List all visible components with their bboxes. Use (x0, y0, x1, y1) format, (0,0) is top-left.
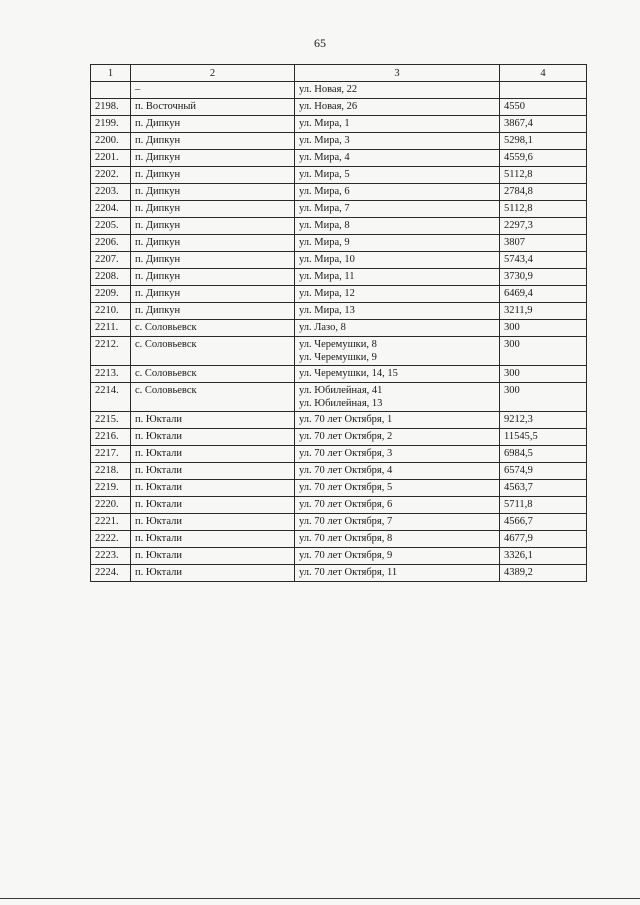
row-number: 2198. (91, 99, 131, 116)
address-line: ул. Черемушки, 9 (299, 352, 377, 363)
row-number: 2217. (91, 446, 131, 463)
settlement-name: п. Дипкун (131, 150, 295, 167)
address-line: ул. 70 лет Октября, 5 (299, 482, 393, 493)
table-row (91, 480, 587, 497)
table-row (91, 269, 587, 286)
table-row (91, 133, 587, 150)
value-cell: 2297,3 (500, 218, 587, 235)
address-line: ул. Юбилейная, 13 (299, 398, 383, 409)
table-row (91, 167, 587, 184)
page-number: 65 (314, 36, 326, 50)
address-cell (295, 497, 500, 514)
settlement-name: п. Дипкун (131, 116, 295, 133)
row-number (91, 82, 131, 99)
table-row (91, 446, 587, 463)
settlement-name: п. Дипкун (131, 201, 295, 218)
column-header-3: 3 (295, 65, 500, 82)
settlement-name: п. Юктали (131, 446, 295, 463)
column-header-4: 4 (500, 65, 587, 82)
value-cell: 4677,9 (500, 531, 587, 548)
address-cell (295, 320, 500, 337)
row-number: 2222. (91, 531, 131, 548)
address-line: ул. 70 лет Октября, 3 (299, 448, 393, 459)
row-number: 2204. (91, 201, 131, 218)
settlement-name: п. Дипкун (131, 286, 295, 303)
address-cell (295, 337, 500, 366)
settlement-name: п. Юктали (131, 480, 295, 497)
row-number: 2210. (91, 303, 131, 320)
value-cell: 300 (500, 366, 587, 383)
settlement-name: п. Юктали (131, 531, 295, 548)
row-number: 2221. (91, 514, 131, 531)
settlement-name: п. Юктали (131, 497, 295, 514)
address-cell (295, 201, 500, 218)
row-number: 2211. (91, 320, 131, 337)
value-cell: 300 (500, 320, 587, 337)
address-cell (295, 286, 500, 303)
address-line: ул. Мира, 11 (299, 271, 355, 282)
settlement-name: п. Юктали (131, 565, 295, 582)
settlement-name: п. Дипкун (131, 218, 295, 235)
row-number: 2224. (91, 565, 131, 582)
table-row (91, 252, 587, 269)
value-cell: 3730,9 (500, 269, 587, 286)
value-cell: 3211,9 (500, 303, 587, 320)
row-number: 2216. (91, 429, 131, 446)
column-header-1: 1 (91, 65, 131, 82)
row-number: 2212. (91, 337, 131, 366)
address-cell (295, 531, 500, 548)
settlement-name: п. Дипкун (131, 252, 295, 269)
settlement-name: – (131, 82, 295, 99)
table-row (91, 383, 587, 412)
address-line: ул. 70 лет Октября, 9 (299, 550, 393, 561)
table-row (91, 235, 587, 252)
address-line: ул. 70 лет Октября, 2 (299, 431, 393, 442)
settlement-name: п. Дипкун (131, 133, 295, 150)
value-cell: 5298,1 (500, 133, 587, 150)
registry-table (90, 64, 587, 582)
address-line: ул. Мира, 9 (299, 237, 350, 248)
address-cell (295, 429, 500, 446)
address-line: ул. 70 лет Октября, 1 (299, 414, 393, 425)
settlement-name: п. Юктали (131, 514, 295, 531)
row-number: 2209. (91, 286, 131, 303)
row-number: 2223. (91, 548, 131, 565)
value-cell: 3326,1 (500, 548, 587, 565)
column-header-2: 2 (131, 65, 295, 82)
address-cell (295, 252, 500, 269)
address-line: ул. Мира, 7 (299, 203, 350, 214)
table-row (91, 150, 587, 167)
table-row (91, 82, 587, 99)
row-number: 2218. (91, 463, 131, 480)
address-line: ул. Мира, 5 (299, 169, 350, 180)
address-line: ул. Мира, 8 (299, 220, 350, 231)
address-line: ул. 70 лет Октября, 6 (299, 499, 393, 510)
address-line: ул. Лазо, 8 (299, 322, 346, 333)
table-row (91, 337, 587, 366)
table-row (91, 514, 587, 531)
address-cell (295, 269, 500, 286)
value-cell: 4389,2 (500, 565, 587, 582)
table-row (91, 429, 587, 446)
address-line: ул. 70 лет Октября, 11 (299, 567, 398, 578)
settlement-name: с. Соловьевск (131, 320, 295, 337)
settlement-name: п. Восточный (131, 99, 295, 116)
page-bottom-rule (0, 898, 640, 899)
row-number: 2202. (91, 167, 131, 184)
row-number: 2206. (91, 235, 131, 252)
table-body (91, 82, 587, 582)
row-number: 2205. (91, 218, 131, 235)
address-cell (295, 150, 500, 167)
address-line: ул. Черемушки, 14, 15 (299, 368, 398, 379)
value-cell: 11545,5 (500, 429, 587, 446)
row-number: 2215. (91, 412, 131, 429)
settlement-name: п. Дипкун (131, 303, 295, 320)
value-cell: 5743,4 (500, 252, 587, 269)
table-row (91, 412, 587, 429)
address-cell (295, 184, 500, 201)
row-number: 2214. (91, 383, 131, 412)
settlement-name: п. Дипкун (131, 269, 295, 286)
address-line: ул. Мира, 3 (299, 135, 350, 146)
table-row (91, 99, 587, 116)
value-cell: 5711,8 (500, 497, 587, 514)
address-line: ул. 70 лет Октября, 4 (299, 465, 393, 476)
address-cell (295, 235, 500, 252)
address-cell (295, 303, 500, 320)
address-cell (295, 99, 500, 116)
address-line: ул. Черемушки, 8 (299, 339, 377, 350)
value-cell: 6574,9 (500, 463, 587, 480)
address-cell (295, 565, 500, 582)
address-line: ул. Новая, 22 (299, 84, 358, 95)
row-number: 2201. (91, 150, 131, 167)
settlement-name: п. Юктали (131, 412, 295, 429)
table-row (91, 116, 587, 133)
address-cell (295, 548, 500, 565)
value-cell: 300 (500, 383, 587, 412)
value-cell: 6469,4 (500, 286, 587, 303)
address-line: ул. 70 лет Октября, 7 (299, 516, 393, 527)
settlement-name: п. Дипкун (131, 184, 295, 201)
address-cell (295, 116, 500, 133)
row-number: 2207. (91, 252, 131, 269)
row-number: 2213. (91, 366, 131, 383)
settlement-name: п. Юктали (131, 429, 295, 446)
value-cell: 3807 (500, 235, 587, 252)
address-cell (295, 133, 500, 150)
address-cell (295, 446, 500, 463)
settlement-name: п. Юктали (131, 463, 295, 480)
table-row (91, 303, 587, 320)
address-cell (295, 82, 500, 99)
table-row (91, 565, 587, 582)
table-row (91, 320, 587, 337)
table-row (91, 366, 587, 383)
address-line: ул. Мира, 13 (299, 305, 355, 316)
table-row (91, 286, 587, 303)
address-line: ул. Юбилейная, 41 (299, 385, 383, 396)
value-cell: 5112,8 (500, 167, 587, 184)
row-number: 2203. (91, 184, 131, 201)
address-cell (295, 412, 500, 429)
table-row (91, 184, 587, 201)
address-line: ул. Мира, 12 (299, 288, 355, 299)
address-cell (295, 463, 500, 480)
address-line: ул. Мира, 6 (299, 186, 350, 197)
row-number: 2220. (91, 497, 131, 514)
address-cell (295, 167, 500, 184)
address-cell (295, 480, 500, 497)
value-cell: 3867,4 (500, 116, 587, 133)
value-cell: 2784,8 (500, 184, 587, 201)
table-row (91, 497, 587, 514)
table-row (91, 548, 587, 565)
table-row (91, 218, 587, 235)
value-cell: 4563,7 (500, 480, 587, 497)
address-line: ул. Мира, 4 (299, 152, 350, 163)
row-number: 2208. (91, 269, 131, 286)
settlement-name: с. Соловьевск (131, 383, 295, 412)
table-row (91, 201, 587, 218)
value-cell: 300 (500, 337, 587, 366)
table-row (91, 531, 587, 548)
settlement-name: п. Дипкун (131, 235, 295, 252)
address-line: ул. Мира, 1 (299, 118, 350, 129)
table-row (91, 463, 587, 480)
address-cell (295, 383, 500, 412)
address-line: ул. Новая, 26 (299, 101, 358, 112)
address-cell (295, 366, 500, 383)
value-cell: 4566,7 (500, 514, 587, 531)
address-cell (295, 218, 500, 235)
settlement-name: п. Дипкун (131, 167, 295, 184)
value-cell (500, 82, 587, 99)
row-number: 2199. (91, 116, 131, 133)
address-line: ул. Мира, 10 (299, 254, 355, 265)
settlement-name: с. Соловьевск (131, 366, 295, 383)
value-cell: 4559,6 (500, 150, 587, 167)
value-cell: 9212,3 (500, 412, 587, 429)
address-line: ул. 70 лет Октября, 8 (299, 533, 393, 544)
row-number: 2219. (91, 480, 131, 497)
settlement-name: п. Юктали (131, 548, 295, 565)
settlement-name: с. Соловьевск (131, 337, 295, 366)
value-cell: 6984,5 (500, 446, 587, 463)
row-number: 2200. (91, 133, 131, 150)
table-header (91, 65, 587, 82)
value-cell: 5112,8 (500, 201, 587, 218)
address-cell (295, 514, 500, 531)
value-cell: 4550 (500, 99, 587, 116)
